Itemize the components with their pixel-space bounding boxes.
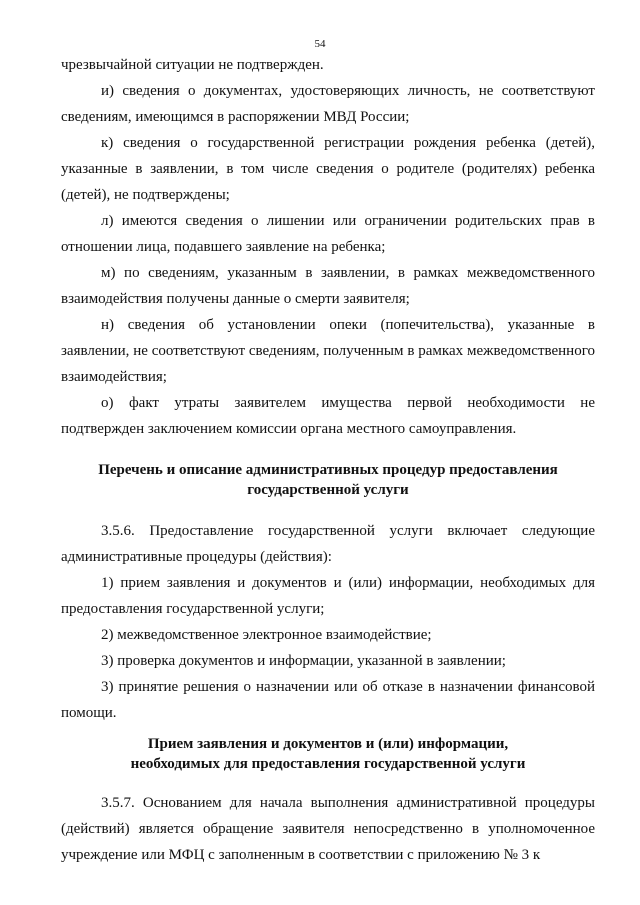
procedure-item-1: 1) прием заявления и документов и (или) информации, необходимых для предоставления государственной услуги; <box>61 575 595 617</box>
section-heading-line: необходимых для предоставления государственной услуги <box>130 756 526 772</box>
paragraph-continuation: чрезвычайной ситуации не подтвержден. <box>61 57 324 73</box>
procedure-item-2: 2) межведомственное электронное взаимодействие; <box>101 627 432 643</box>
section-heading-procedures <box>61 460 595 500</box>
paragraph-3-5-7: 3.5.7. Основанием для начала выполнения административной процедуры (действий) является обращение заявителя непосредственно в уполномоченное учреждение или МФЦ с заполненным в соответствии с приложению № 3 к <box>61 795 595 863</box>
list-item-l: л) имеются сведения о лишении или ограничении родительских прав в отношении лица, подавшего заявление на ребенка; <box>61 213 595 255</box>
list-item-k: к) сведения о государственной регистрации рождения ребенка (детей), указанные в заявлении, в том числе сведения о родителе (родителях) ребенка (детей), не подтверждены; <box>61 135 595 203</box>
page-number: 54 <box>314 38 326 50</box>
list-item-n: н) сведения об установлении опеки (попечительства), указанные в заявлении, не соответствуют сведениям, полученным в рамках межведомственного взаимодействия; <box>61 317 595 385</box>
list-item-m: м) по сведениям, указанным в заявлении, в рамках межведомственного взаимодействия получены данные о смерти заявителя; <box>61 265 595 307</box>
procedure-item-3b: 3) принятие решения о назначении или об отказе в назначении финансовой помощи. <box>61 679 595 721</box>
paragraph-3-5-6: 3.5.6. Предоставление государственной услуги включает следующие административные процедуры (действия): <box>61 523 595 565</box>
document-body <box>61 52 595 868</box>
procedure-item-3: 3) проверка документов и информации, указанной в заявлении; <box>101 653 506 669</box>
section-heading-line: Прием заявления и документов и (или) информации, <box>147 736 509 752</box>
section-heading-reception <box>61 734 595 774</box>
section-heading-line: государственной услуги <box>247 482 409 498</box>
list-item-o: о) факт утраты заявителем имущества первой необходимости не подтвержден заключением комиссии органа местного самоуправления. <box>61 395 595 437</box>
list-item-i: и) сведения о документах, удостоверяющих личность, не соответствуют сведениям, имеющимся в распоряжении МВД России; <box>61 83 595 125</box>
section-heading-line: Перечень и описание административных процедур предоставления <box>98 462 558 478</box>
